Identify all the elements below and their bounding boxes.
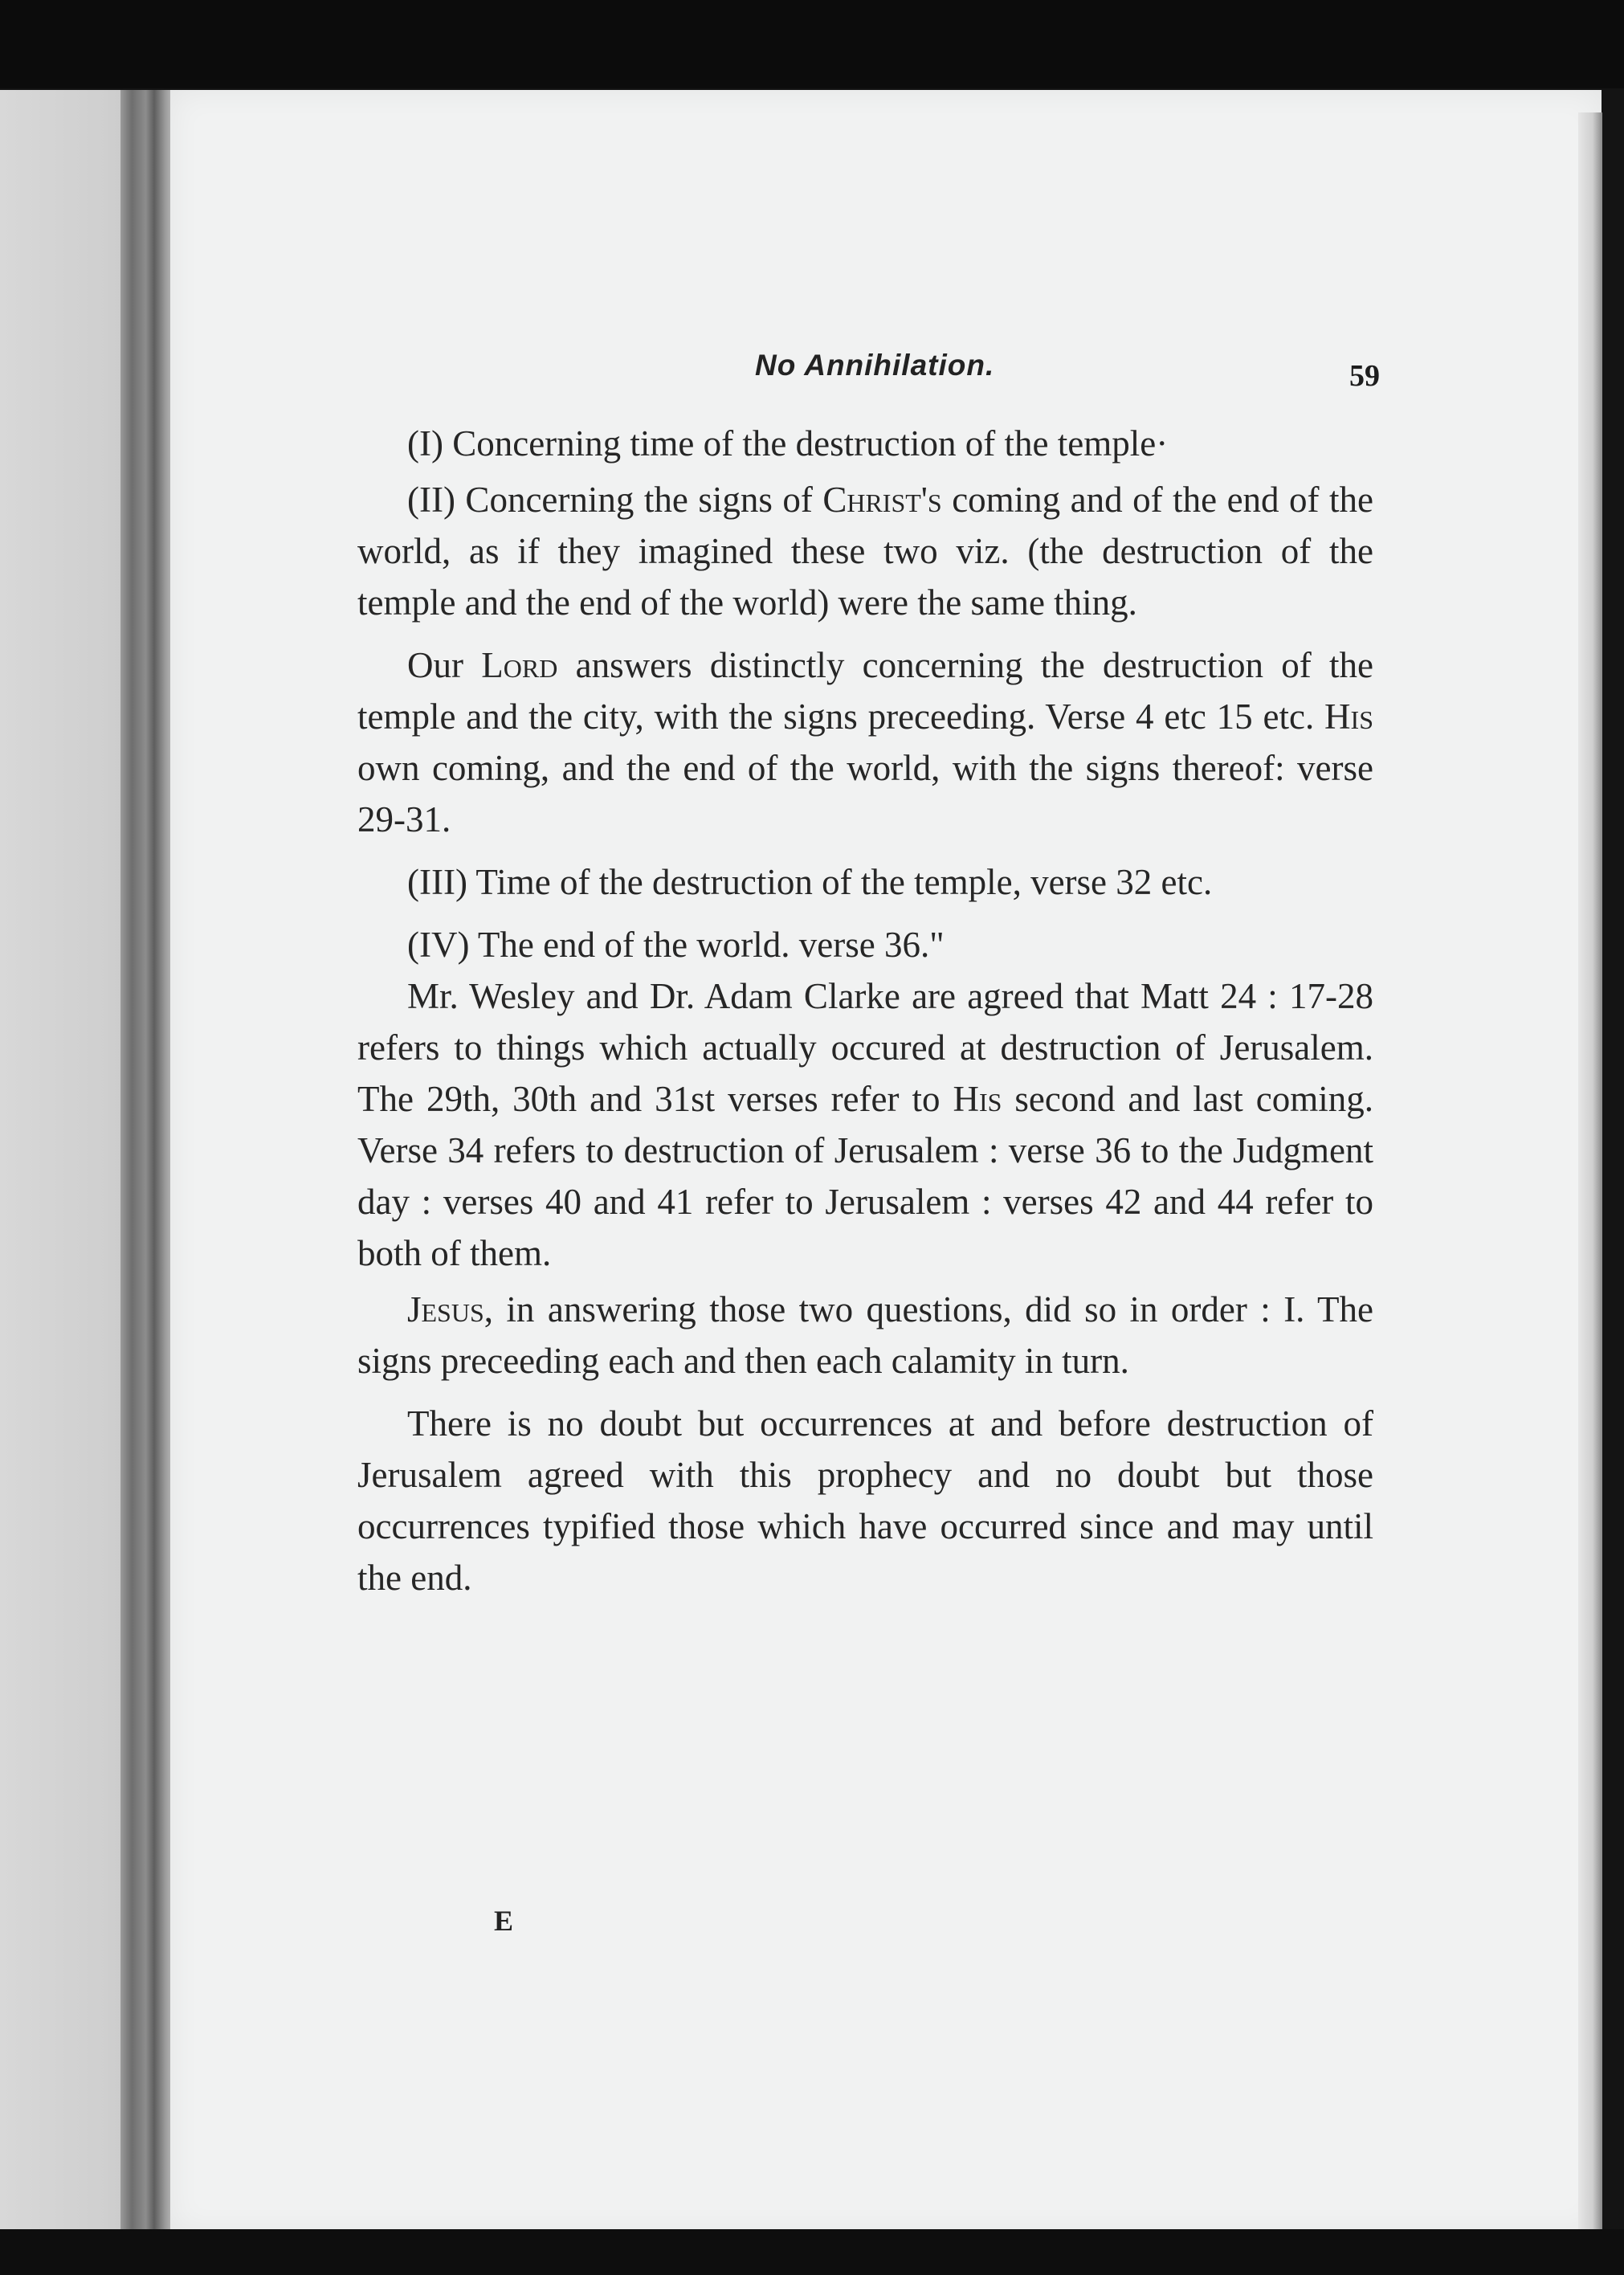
text-run: (III) Time of the destruction of the temple, verse 32 etc. xyxy=(407,862,1213,902)
body-text xyxy=(357,418,1373,1603)
small-caps-word: Lord xyxy=(481,645,558,685)
small-caps-word: His xyxy=(1324,696,1373,737)
small-caps-word: His xyxy=(953,1079,1002,1119)
paragraph xyxy=(357,1398,1373,1603)
book-gutter xyxy=(120,90,177,2235)
text-run: (I) Concerning time of the destruction of the temple· xyxy=(407,423,1169,464)
text-run: Mr. Wesley and Dr. Adam Clarke are agreed that Matt 24 : 17-28 refers to things which actually occured at destruction of Jerusalem. The 29th, 30th and 31st verses refer to xyxy=(357,976,1373,1119)
page-number: 59 xyxy=(1349,359,1380,393)
text-run: Our xyxy=(407,645,482,685)
text-run: (IV) The end of the world. verse 36." xyxy=(407,925,945,965)
text-run: answers distinctly concerning the destruction of the temple and the city, with the signs preceeding. Verse 4 etc 15 etc. xyxy=(357,645,1374,737)
printer-signature-mark: E xyxy=(494,1905,514,1937)
paragraph xyxy=(357,919,1373,970)
small-caps-word: Jesus xyxy=(407,1289,484,1329)
scan-top-border xyxy=(0,0,1624,88)
paragraph xyxy=(357,639,1373,845)
page-right-edge xyxy=(1578,112,1602,2233)
text-run: coming and of the end of the world, as if they imagined these two viz. (the destruction of the temple and the end of the world) were the same thing. xyxy=(357,480,1373,623)
paragraph xyxy=(357,856,1373,908)
paragraph xyxy=(357,1284,1373,1387)
running-title: No Annihilation. xyxy=(755,349,995,382)
text-run: There is no doubt but occurrences at and before destruction of Jerusalem agreed with this prophecy and no doubt but those occurrences typified those which have occurred since and may until the end. xyxy=(357,1403,1373,1598)
scan-bottom-border xyxy=(0,2229,1624,2275)
text-run: own coming, and the end of the world, with the signs thereof: verse 29-31. xyxy=(357,748,1373,839)
paragraph xyxy=(357,474,1373,628)
small-caps-word: Christ's xyxy=(822,480,942,520)
text-run: , in answering those two questions, did so in order : I. The signs preceeding each and then each calamity in turn. xyxy=(357,1289,1373,1381)
text-run: second and last coming. Verse 34 refers to destruction of Jerusalem : verse 36 to the Judgment day : verses 40 and 41 refer to Jerusalem : verses 42 and 44 refer to both of them. xyxy=(357,1079,1373,1273)
paragraph xyxy=(357,418,1373,469)
paragraph xyxy=(357,970,1373,1279)
text-run: (II) Concerning the signs of xyxy=(407,480,823,520)
